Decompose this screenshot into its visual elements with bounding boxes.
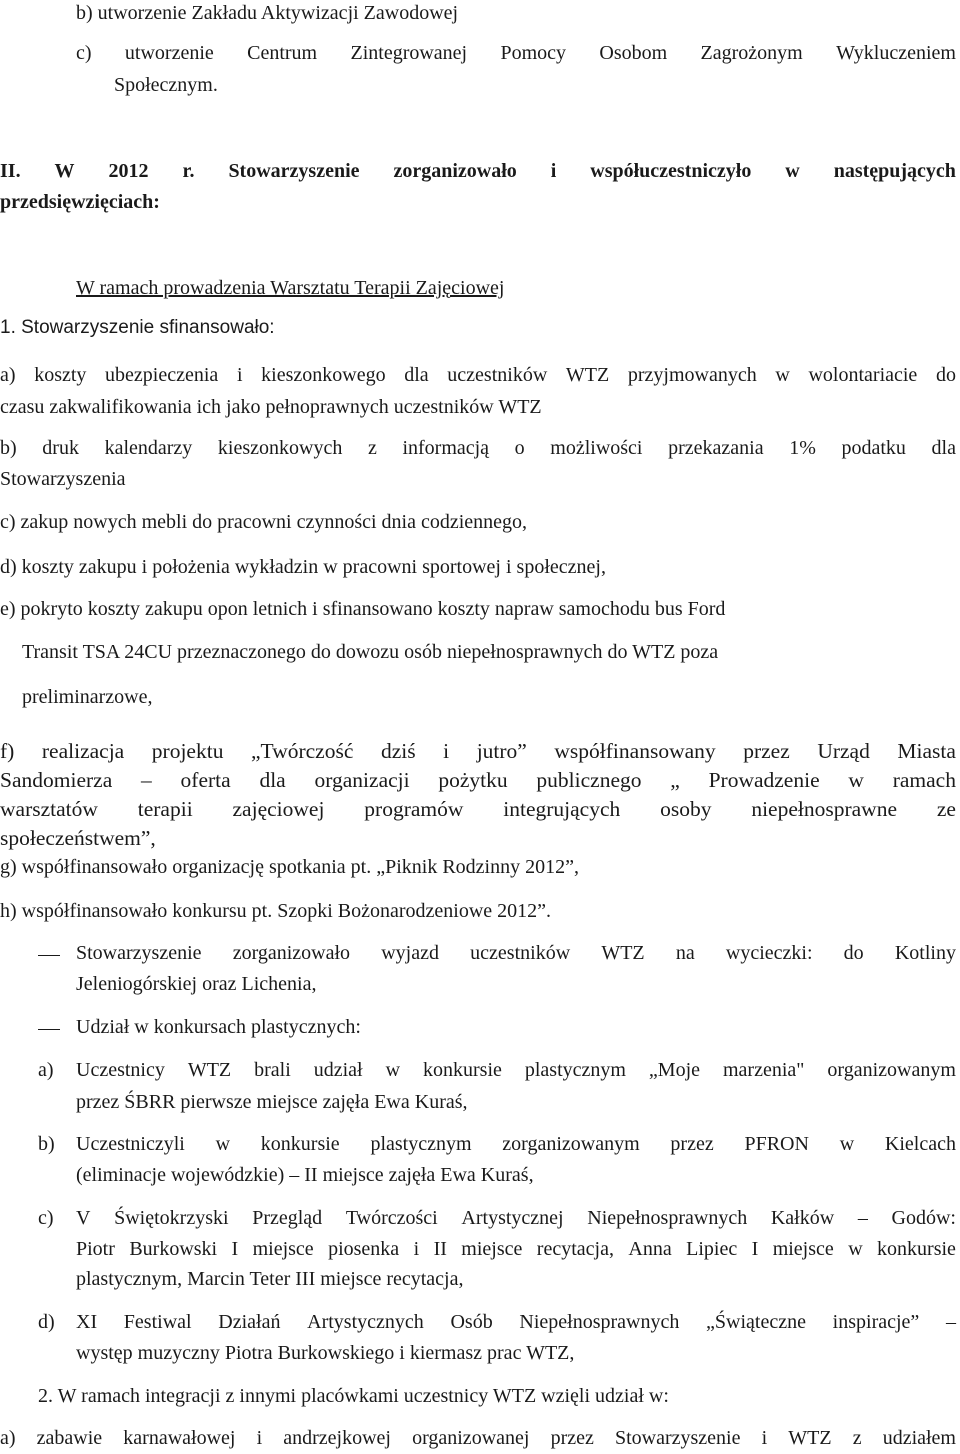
- word: brali: [254, 1059, 291, 1081]
- word: „Twórczość: [251, 739, 354, 763]
- word: plastycznym: [370, 1133, 472, 1155]
- word: –: [945, 1311, 956, 1333]
- word: Niepełnosprawnych: [587, 1207, 748, 1229]
- word: W: [54, 160, 75, 182]
- word: Przegląd: [252, 1207, 323, 1229]
- word: terapii: [137, 797, 193, 821]
- contest-item-d: [76, 1311, 956, 1334]
- word: zorganizowanym: [502, 1133, 640, 1155]
- word: miejsce: [461, 1238, 523, 1260]
- justified-line: [0, 160, 956, 183]
- justified-line: [76, 1238, 956, 1261]
- word: w: [848, 768, 864, 792]
- word: 1%: [789, 437, 816, 459]
- contest-item-d-continuation: występ muzyczny Piotra Burkowskiego i kiermasz prac WTZ,: [76, 1342, 575, 1364]
- word: c): [76, 42, 92, 64]
- word: marzenia": [722, 1059, 805, 1081]
- word: dla: [931, 437, 956, 459]
- word: wyjazd: [381, 942, 439, 964]
- item-c: c) zakup nowych mebli do pracowni czynności dnia codziennego,: [0, 511, 528, 533]
- word: koszty: [34, 364, 87, 386]
- justified-line: [76, 942, 956, 965]
- word: II.: [0, 160, 21, 182]
- word: V: [76, 1207, 91, 1229]
- item-a-continuation: czasu zakwalifikowania ich jako pełnoprawnych uczestników WTZ: [0, 396, 542, 418]
- word: do: [843, 942, 864, 964]
- justified-line: [0, 797, 956, 822]
- word: z: [367, 437, 377, 459]
- word: Centrum: [247, 42, 318, 64]
- word: dla: [259, 768, 286, 792]
- word: zabawie: [36, 1427, 103, 1449]
- word: miejsce: [252, 1238, 314, 1260]
- word: na: [675, 942, 695, 964]
- section-heading-continuation: przedsięwzięciach:: [0, 191, 160, 213]
- word: warsztatów: [0, 797, 98, 821]
- dash-item-trip-continuation: Jeleniogórskiej oraz Lichenia,: [76, 973, 317, 995]
- word: projektu: [151, 739, 224, 763]
- word: i: [413, 1238, 420, 1260]
- dash-bullet: [38, 955, 60, 956]
- item-b: [0, 437, 956, 460]
- contest-item-b: [76, 1133, 956, 1156]
- word: andrzejkowej: [283, 1427, 391, 1449]
- word: w: [785, 160, 800, 182]
- word: PFRON: [744, 1133, 809, 1155]
- justified-line: [76, 1311, 956, 1334]
- word: Niepełnosprawnych: [519, 1311, 680, 1333]
- word: utworzenie: [124, 42, 214, 64]
- word: II: [433, 1238, 447, 1260]
- word: w: [848, 1238, 863, 1260]
- justified-line: [0, 437, 956, 460]
- justified-line: [76, 1207, 956, 1230]
- justified-line: [0, 739, 956, 764]
- word: Zagrożonym: [700, 42, 803, 64]
- justified-line: [76, 42, 956, 65]
- word: konkursie: [260, 1133, 340, 1155]
- word: kieszonkowych: [217, 437, 343, 459]
- word: przyjmowanych: [627, 364, 757, 386]
- justified-line: [0, 768, 956, 793]
- word: Kielcach: [884, 1133, 956, 1155]
- word: f): [0, 739, 15, 763]
- contest-item-c-line-2: [76, 1238, 956, 1261]
- word: „Moje: [648, 1059, 701, 1081]
- word: do: [935, 364, 956, 386]
- subheading: W ramach prowadzenia Warsztatu Terapii Zajęciowej: [76, 277, 505, 299]
- word: podatku: [841, 437, 906, 459]
- word: karnawałowej: [123, 1427, 236, 1449]
- list-item-c-continuation: Społecznym.: [114, 74, 218, 96]
- word: WTZ: [187, 1059, 232, 1081]
- word: o: [514, 437, 525, 459]
- word: inspiracje”: [832, 1311, 920, 1333]
- word: Działań: [218, 1311, 281, 1333]
- word: Osobom: [599, 42, 668, 64]
- word: kalendarzy: [104, 437, 193, 459]
- word: organizacji: [314, 768, 410, 792]
- dash-item-trip: [76, 942, 956, 965]
- word: Lipiec: [686, 1238, 738, 1260]
- item-a: [0, 364, 956, 387]
- item-e-continuation-2: preliminarzowe,: [22, 686, 153, 708]
- justified-line: [0, 1427, 956, 1450]
- contest-item-c: [76, 1207, 956, 1230]
- word: XI: [76, 1311, 98, 1333]
- word: pożytku: [438, 768, 508, 792]
- contest-item-b-continuation: (eliminacje wojewódzkie) – II miejsce zajęła Ewa Kuraś,: [76, 1164, 534, 1186]
- word: i: [761, 1427, 768, 1449]
- list-marker-b: b): [38, 1133, 55, 1155]
- word: Godów:: [891, 1207, 956, 1229]
- item-e-continuation: Transit TSA 24CU przeznaczonego do dowozu osób niepełnosprawnych do WTZ poza: [22, 641, 719, 663]
- word: WTZ: [565, 364, 610, 386]
- word: przez: [743, 739, 790, 763]
- word: Świętokrzyski: [114, 1207, 229, 1229]
- contest-item-c-line-3: plastycznym, Marcin Teter III miejsce recytacja,: [76, 1268, 464, 1290]
- word: Piotr: [76, 1238, 115, 1260]
- list-item-b: b) utworzenie Zakładu Aktywizacji Zawodowej: [76, 2, 459, 24]
- word: w: [775, 364, 790, 386]
- word: przekazania: [668, 437, 764, 459]
- word: jutro”: [476, 739, 527, 763]
- word: zorganizowało: [393, 160, 517, 182]
- word: Sandomierza: [0, 768, 113, 792]
- word: Burkowski: [129, 1238, 218, 1260]
- word: w: [385, 1059, 401, 1081]
- word: Wykluczeniem: [836, 42, 956, 64]
- word: udział: [313, 1059, 363, 1081]
- word: piosenka: [328, 1238, 400, 1260]
- word: programów: [364, 797, 464, 821]
- word: przez: [670, 1133, 714, 1155]
- word: kieszonkowego: [261, 364, 386, 386]
- item-g: g) współfinansowało organizację spotkania pt. „Piknik Rodzinny 2012”,: [0, 856, 579, 878]
- word: integrujących: [503, 797, 621, 821]
- word: 2012: [108, 160, 149, 182]
- word: organizowanej: [412, 1427, 530, 1449]
- word: ramach: [892, 768, 956, 792]
- word: realizacja: [41, 739, 125, 763]
- word: „Świąteczne: [706, 1311, 806, 1333]
- word: dla: [404, 364, 429, 386]
- word: i: [443, 739, 450, 763]
- word: niepełnosprawne: [751, 797, 897, 821]
- justified-line: [76, 1059, 956, 1082]
- section-heading: [0, 160, 956, 183]
- word: a): [0, 364, 16, 386]
- word: ubezpieczenia: [105, 364, 219, 386]
- word: Stowarzyszenie: [228, 160, 360, 182]
- word: zorganizowało: [232, 942, 351, 964]
- word: współuczestniczyło: [590, 160, 752, 182]
- word: a): [0, 1427, 16, 1449]
- word: miejsce: [772, 1238, 834, 1260]
- contest-item-a: [76, 1059, 956, 1082]
- word: uczestników: [447, 364, 548, 386]
- word: Prowadzenie: [708, 768, 820, 792]
- word: konkursie: [877, 1238, 956, 1260]
- word: Anna: [628, 1238, 672, 1260]
- word: –: [857, 1207, 868, 1229]
- word: Stowarzyszenie: [614, 1427, 741, 1449]
- word: dziś: [380, 739, 416, 763]
- word: recytacja,: [536, 1238, 614, 1260]
- word: –: [141, 768, 152, 792]
- dash-bullet: [38, 1029, 60, 1030]
- numbered-item-1: 1. Stowarzyszenie sfinansowało:: [0, 317, 275, 338]
- word: konkursie: [423, 1059, 502, 1081]
- word: WTZ: [601, 942, 645, 964]
- item-h: h) współfinansowało konkursu pt. Szopki Bożonarodzeniowe 2012”.: [0, 900, 552, 922]
- word: i: [256, 1427, 263, 1449]
- word: współfinansowany: [554, 739, 716, 763]
- list-marker-c: c): [38, 1207, 54, 1229]
- list-marker-d: d): [38, 1311, 55, 1333]
- item-f: [0, 739, 956, 764]
- word: Artystycznej: [461, 1207, 564, 1229]
- word: w: [839, 1133, 855, 1155]
- item-e: e) pokryto koszty zakupu opon letnich i sfinansowano koszty napraw samochodu bus Ford: [0, 598, 726, 620]
- dash-item-contests: Udział w konkursach plastycznych:: [76, 1016, 361, 1038]
- list-marker-a: a): [38, 1059, 54, 1081]
- word: WTZ: [788, 1427, 832, 1449]
- word: Osób: [450, 1311, 493, 1333]
- word: wycieczki:: [725, 942, 813, 964]
- word: i: [236, 364, 243, 386]
- word: udziałem: [882, 1427, 956, 1449]
- item-f-line-3: [0, 797, 956, 822]
- word: Uczestnicy: [76, 1059, 165, 1081]
- word: w: [215, 1133, 231, 1155]
- word: wolontariacie: [808, 364, 918, 386]
- word: z: [852, 1427, 862, 1449]
- word: Kotliny: [894, 942, 956, 964]
- word: uczestników: [470, 942, 571, 964]
- word: Miasta: [897, 739, 956, 763]
- word: publicznego: [536, 768, 642, 792]
- word: Stowarzyszenie: [76, 942, 202, 964]
- word: plastycznym: [524, 1059, 626, 1081]
- integration-item-a: [0, 1427, 956, 1450]
- numbered-item-2: 2. W ramach integracji z innymi placówkami uczestnicy WTZ wzięli udział w:: [38, 1385, 669, 1407]
- word: zajęciowej: [232, 797, 325, 821]
- justified-line: [0, 364, 956, 387]
- list-item-c: [76, 42, 956, 65]
- item-d: d) koszty zakupu i położenia wykładzin w pracowni sportowej i społecznej,: [0, 556, 606, 578]
- word: Pomocy: [500, 42, 567, 64]
- word: następujących: [833, 160, 956, 182]
- word: Kałków: [770, 1207, 835, 1229]
- item-f-line-4: społeczeństwem”,: [0, 826, 156, 850]
- word: I: [751, 1238, 759, 1260]
- word: I: [231, 1238, 239, 1260]
- word: oferta: [180, 768, 231, 792]
- word: organizowanym: [827, 1059, 956, 1081]
- word: Artystycznych: [307, 1311, 424, 1333]
- word: informacją: [402, 437, 490, 459]
- word: Twórczości: [345, 1207, 438, 1229]
- word: Festiwal: [123, 1311, 192, 1333]
- item-b-continuation: Stowarzyszenia: [0, 468, 126, 490]
- word: ze: [936, 797, 956, 821]
- word: Uczestniczyli: [76, 1133, 185, 1155]
- word: Zintegrowanej: [350, 42, 468, 64]
- word: osoby: [660, 797, 712, 821]
- word: b): [0, 437, 17, 459]
- word: druk: [42, 437, 79, 459]
- word: Urząd: [817, 739, 870, 763]
- word: przez: [550, 1427, 594, 1449]
- word: i: [550, 160, 557, 182]
- contest-item-a-continuation: przez ŚBRR pierwsze miejsce zajęła Ewa Kuraś,: [76, 1091, 468, 1113]
- item-f-line-2: [0, 768, 956, 793]
- word: możliwości: [550, 437, 643, 459]
- word: „: [670, 768, 680, 792]
- justified-line: [76, 1133, 956, 1156]
- word: r.: [182, 160, 195, 182]
